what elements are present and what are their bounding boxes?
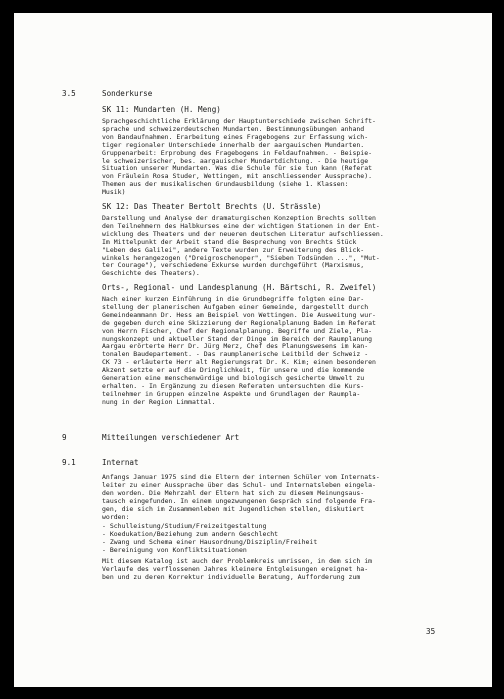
text-line: von Herrn Fischer, Chef der Regionalplanung. Begriffe und Ziele, Pla-	[102, 327, 373, 335]
sk11-text	[102, 118, 454, 197]
text-line: Situation unserer Mundarten. Was die Schule für sie tun kann (Referat	[102, 165, 373, 173]
text-line: den worden. Die Mehrzahl der Eltern hat sich zu diesem Meinungsaus-	[102, 489, 365, 497]
text-line: Akzent setzte er auf die Dringlichkeit, für unsere und die kommende	[102, 367, 365, 375]
text-line: winkels herangezogen ("Dreigroschenoper", "Sieben Todsünden ...", "Mut-	[102, 254, 380, 262]
text-line: tausch eingefunden. In einem ungezwungenen Gespräch sind folgende Fra-	[102, 497, 376, 505]
sk11-heading: SK 11: Mundarten (H. Meng)	[102, 105, 221, 114]
internat-closing-text	[102, 558, 454, 582]
text-line: worden:	[102, 513, 130, 521]
text-line: tiger regionaler Unterschiede innerhalb der aargauischen Mundarten.	[102, 141, 365, 149]
sk12-text	[102, 215, 454, 278]
text-line: CK 73 - erläuterte Herr alt Regierungsrat Dr. K. Kim; einen besonderen	[102, 359, 376, 367]
text-line: Gemeindeammann Dr. Hess am Beispiel von Wettingen. Die Ausweitung wur-	[102, 311, 376, 319]
text-line: Im Mittelpunkt der Arbeit stand die Besprechung von Brechts Stück	[102, 238, 357, 246]
text-line: den Teilnehmern des Halbkurses eine der wichtigen Stationen in der Ent-	[102, 222, 380, 230]
text-line: nungskonzept und aktueller Stand der Dinge im Bereich der Raumplanung	[102, 335, 373, 343]
document-page	[14, 13, 492, 687]
text-line: Darstellung und Analyse der dramaturgischen Konzeption Brechts sollten	[102, 215, 376, 222]
text-line: Verlaufe des verflossenen Jahres kleinere Entgleisungen ereignet ha-	[102, 565, 369, 573]
text-line: stellung der planerischen Aufgaben einer Gemeinde, dargestellt durch	[102, 303, 369, 311]
text-line: Gruppenarbeit: Erprobung des Fragebogens in Feldaufnahmen. - Beispie-	[102, 149, 373, 157]
text-line: ben und zu deren Korrektur individuelle Beratung, Aufforderung zum	[102, 573, 361, 581]
text-line: "Leben des Galilei", andere Texte wurden zur Erweiterung des Blick-	[102, 246, 365, 254]
text-line: - Koedukation/Beziehung zum andern Geschlecht	[102, 530, 279, 538]
text-line: erhalten. - In Ergänzung zu diesen Referaten untersuchten die Kurs-	[102, 382, 365, 390]
regional-heading: Orts-, Regional- und Landesplanung (H. Bärtschi, R. Zweifel)	[102, 283, 377, 292]
section-number-3-5: 3.5	[62, 89, 76, 98]
text-line: Musik)	[102, 189, 126, 197]
text-line: Mit diesem Katalog ist auch der Problemkreis umrissen, in dem sich im	[102, 558, 373, 565]
text-line: de gegeben durch eine Skizzierung der Regionalplanung Baden im Referat	[102, 319, 376, 327]
section-number-9: 9	[62, 433, 67, 442]
text-line: Sprachgeschichtliche Erklärung der Hauptunterschiede zwischen Schrift-	[102, 118, 376, 125]
text-line: gen, die sich im Zusammenleben mit Jugendlichen stellen, diskutiert	[102, 505, 365, 513]
regional-text	[102, 296, 454, 407]
section-title-mitteilungen: Mitteilungen verschiedener Art	[102, 433, 240, 442]
text-line: von Bandaufnahmen. Erarbeitung eines Fragebogens zur Erfassung wich-	[102, 133, 369, 141]
text-line: - Bereinigung von Konfliktsituationen	[102, 546, 247, 554]
text-line: wicklung des Theaters und der neueren deutschen Literatur aufschliessen.	[102, 230, 384, 238]
section-title-internat: Internat	[102, 458, 139, 467]
text-line: tonalen Baudepartement. - Das raumplanerische Leitbild der Schweiz -	[102, 351, 369, 359]
text-line: Geschichte des Theaters).	[102, 270, 200, 278]
text-line: Nach einer kurzen Einführung in die Grundbegriffe folgten eine Dar-	[102, 296, 365, 303]
text-line: Themen aus der musikalischen Grundausbildung (siehe 1. Klassen:	[102, 181, 349, 189]
internat-intro-text	[102, 474, 454, 521]
section-number-9-1: 9.1	[62, 458, 76, 467]
text-line: teilnehmer in Gruppen einzelne Aspekte und Grundlagen der Raumpla-	[102, 390, 361, 398]
sk12-heading: SK 12: Das Theater Bertolt Brechts (U. Strässle)	[102, 202, 322, 211]
text-line: nung in der Region Limmattal.	[102, 398, 216, 406]
text-line: le schweizerischer, bes. aargauischer Mundartdichtung. - Die heutige	[102, 157, 369, 165]
text-line: leiter zu einer Aussprache über das Schul- und Internatsleben eingela-	[102, 481, 376, 489]
section-title-sonderkurse: Sonderkurse	[102, 89, 153, 98]
text-line: - Schulleistung/Studium/Freizeitgestaltung	[102, 523, 267, 530]
internat-topic-list	[102, 523, 454, 555]
text-line: ter Courage"), verschiedene Exkurse wurden durchgeführt (Marxismus,	[102, 262, 365, 270]
page-number: 35	[426, 627, 436, 636]
text-line: Anfangs Januar 1975 sind die Eltern der internen Schüler vom Internats-	[102, 474, 380, 481]
text-line: - Zwang und Schema einer Hausordnung/Disziplin/Freiheit	[102, 538, 318, 546]
text-line: sprache und schweizerdeutschen Mundarten. Bestimmungsübungen anhand	[102, 125, 365, 133]
text-line: Generation eine menschenwürdige und biologisch gesicherte Umwelt zu	[102, 375, 365, 383]
text-line: Aargau erörterte Herr Dr. Jürg Merz, Chef des Planungswesens im kan-	[102, 343, 369, 351]
text-line: von Fräulein Rosa Studer, Wettingen, mit anschliessender Aussprache).	[102, 173, 373, 181]
